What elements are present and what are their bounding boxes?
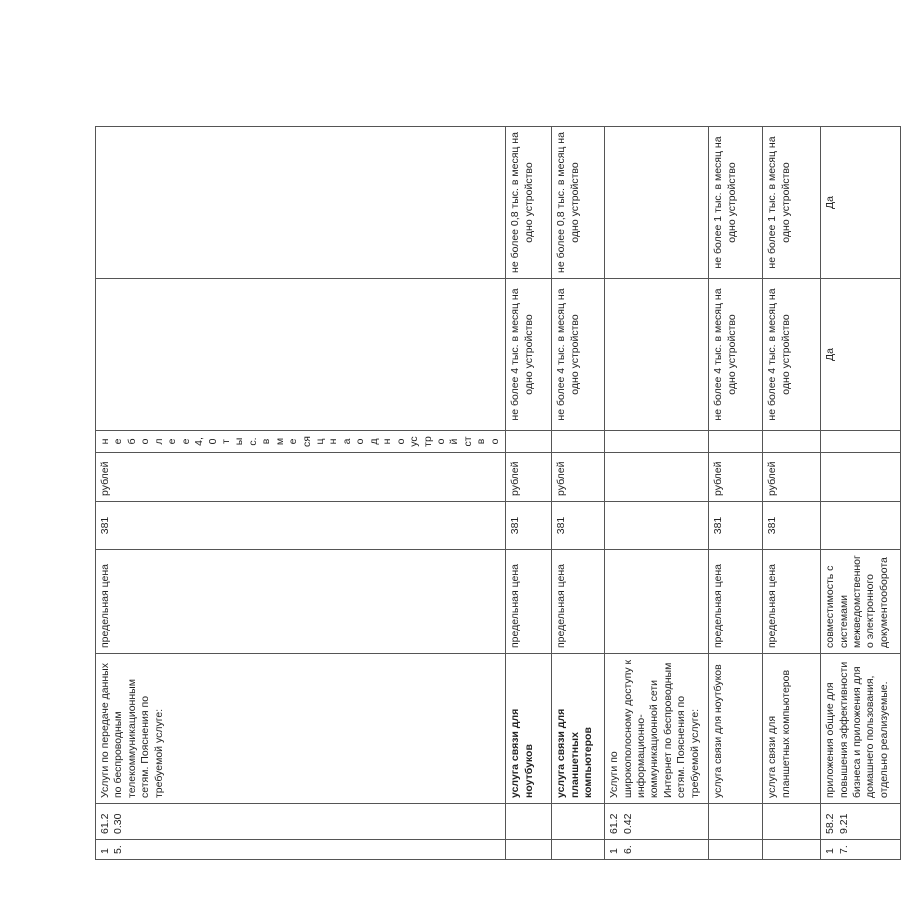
table-row [821,127,901,860]
item-name: услуга связи для ноутбуков [506,654,552,804]
characteristic: предельная цена [506,550,552,654]
value-other: не более 0,8 тыс. в месяц на одно устройство [506,127,552,279]
value-other: не более 1 тыс. в месяц на одно устройство [763,127,821,279]
table-row [605,127,709,860]
table-row [506,127,552,860]
unit: рублей [96,453,506,502]
value-chief [96,279,506,431]
item-name: Услуги по передаче данных по беспроводным телекоммуникационным сетям. Пояснения по требуемой услуге: [96,654,506,804]
characteristic: совместимость с системами межведомственного электронного документооборота [821,550,901,654]
item-name: услуга связи для планшетных компьютеров [552,654,605,804]
value-highest [821,431,901,453]
unit: рублей [763,453,821,502]
rotated-page [95,127,890,860]
okpd-code: 61.20.42 [605,804,709,840]
row-number [763,840,821,860]
value-other [605,127,709,279]
characteristic: предельная цена [552,550,605,654]
okei-code: 381 [709,502,763,550]
value-chief: не более 4 тыс. в месяц на одно устройство [506,279,552,431]
value-highest [763,431,821,453]
characteristic: предельная цена [96,550,506,654]
unit: рублей [552,453,605,502]
value-highest: не более 4,0 тыс. в месяц на одно устройство [96,431,506,453]
okei-code: 381 [552,502,605,550]
value-highest [506,431,552,453]
unit: рублей [506,453,552,502]
okpd-code: 58.29.21 [821,804,901,840]
item-name: приложения общие для повышения эффективности бизнеса и приложения для домашнего пользования, отдельно реализуемые. [821,654,901,804]
table-row [96,127,506,860]
value-highest [552,431,605,453]
value-chief: не более 4 тыс. в месяц на одно устройство [763,279,821,431]
value-other [96,127,506,279]
row-number [552,840,605,860]
requirements-table [95,126,901,860]
value-highest [605,431,709,453]
value-chief: Да [821,279,901,431]
okei-code [821,502,901,550]
characteristic: предельная цена [709,550,763,654]
okei-code: 381 [96,502,506,550]
table-row [763,127,821,860]
row-number [709,840,763,860]
okei-code: 381 [763,502,821,550]
value-chief [605,279,709,431]
item-name: услуга связи для ноутбуков [709,654,763,804]
characteristic [605,550,709,654]
item-name: Услуги по широкополосному доступу к информационно-коммуникационной сети Интернет по беспроводным сетям. Пояснения по требуемой услуге: [605,654,709,804]
okpd-code [763,804,821,840]
table-row [552,127,605,860]
characteristic: предельная цена [763,550,821,654]
value-highest [709,431,763,453]
item-name: услуга связи для планшетных компьютеров [763,654,821,804]
row-number: 16. [605,840,709,860]
okei-code [605,502,709,550]
value-other: Да [821,127,901,279]
unit [605,453,709,502]
okpd-code [709,804,763,840]
okei-code: 381 [506,502,552,550]
value-other: не более 1 тыс. в месяц на одно устройство [709,127,763,279]
unit: рублей [709,453,763,502]
row-number: 15. [96,840,506,860]
okpd-code [552,804,605,840]
okpd-code: 61.20.30 [96,804,506,840]
value-other: не более 0,8 тыс. в месяц на одно устройство [552,127,605,279]
unit [821,453,901,502]
table-row [709,127,763,860]
value-chief: не более 4 тыс. в месяц на одно устройство [552,279,605,431]
okpd-code [506,804,552,840]
row-number: 17. [821,840,901,860]
row-number [506,840,552,860]
value-chief: не более 4 тыс. в месяц на одно устройство [709,279,763,431]
